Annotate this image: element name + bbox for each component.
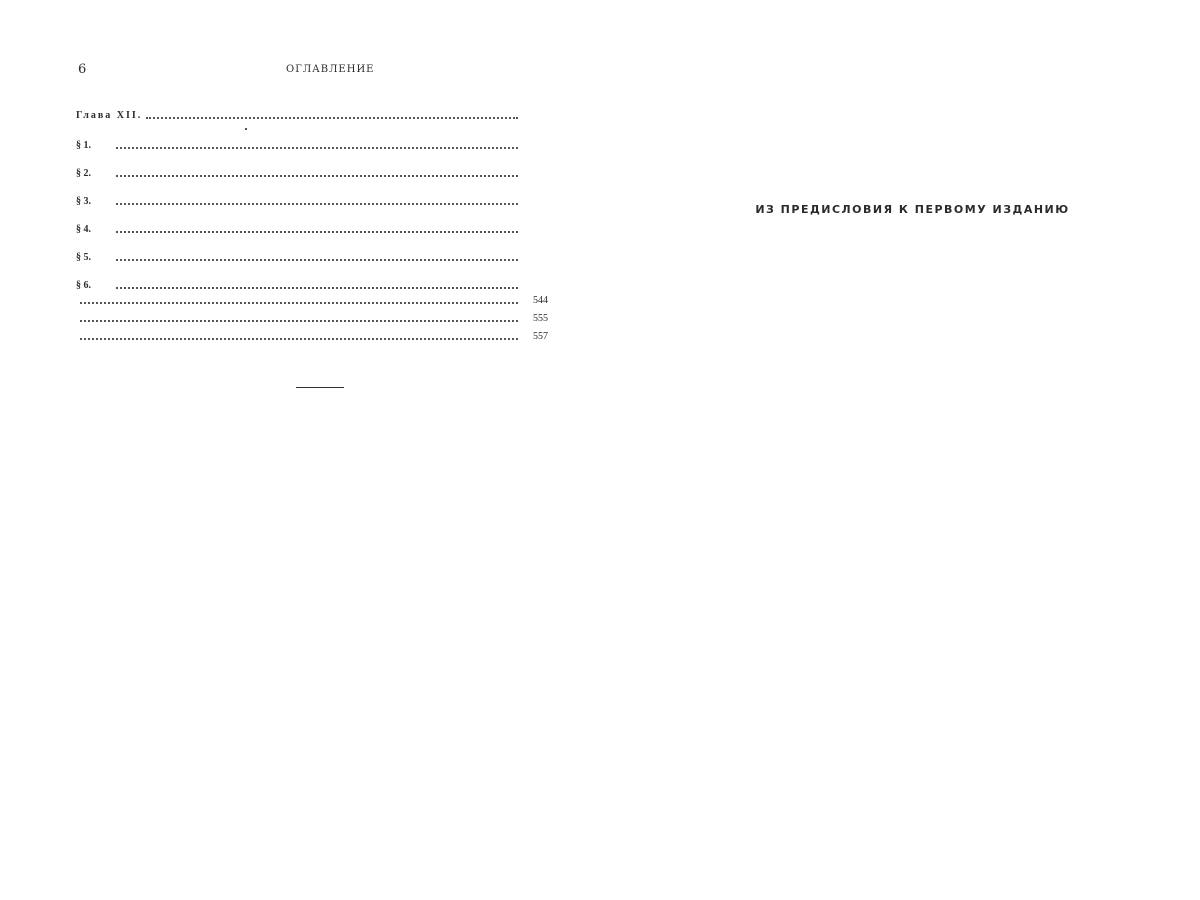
toc-entry-section: § 3. [76,196,91,207]
preface-paragraph [673,274,1153,290]
toc-entry-title [116,238,518,264]
toc-entry [76,330,548,343]
toc-dot-leader [76,338,518,340]
toc-entry-title [146,96,518,122]
toc-entry-title-text [116,127,120,138]
toc-entry-title-text [116,155,120,166]
preface-paragraph [673,255,1153,271]
page-number: 6 [78,62,87,77]
toc-dot-leader [116,287,518,289]
toc-entry-title-text [116,267,120,278]
toc-entry-page: 557 [518,330,548,343]
toc-entry-title [76,312,518,325]
toc-entry-title [76,330,518,343]
toc-entry-title-text [116,239,120,250]
preface-paragraph [673,236,1153,252]
toc-dot-leader [116,175,518,177]
toc-entry-title [116,266,518,292]
running-head [78,62,550,80]
toc-entry-section: § 1. [76,140,91,151]
toc-entry-title-text [146,97,150,108]
toc-dot-leader [116,259,518,261]
print-speck [245,128,247,130]
toc-entry [76,126,548,152]
toc-dot-leader [76,320,518,322]
toc-entry [76,312,548,325]
toc-entry-title [116,154,518,180]
toc-entry [76,210,548,236]
toc-entry [76,182,548,208]
preface-body [673,236,1153,312]
toc-entry-title [116,126,518,152]
toc-entry [76,154,548,180]
toc-entry-title-text [76,331,80,342]
toc-dot-leader [116,147,518,149]
preface-paragraph [673,293,1153,309]
toc-entry-title [116,182,518,208]
toc-dot-leader [146,117,518,119]
right-page [600,0,1200,900]
toc-entry-page: 544 [518,294,548,307]
toc-entry-title [116,210,518,236]
table-of-contents [76,96,548,348]
toc-entry-page: 555 [518,312,548,325]
toc-entry [76,238,548,264]
toc-entry-section: § 2. [76,168,91,179]
toc-dot-leader [76,302,518,304]
preface-heading: ИЗ ПРЕДИСЛОВИЯ К ПЕРВОМУ ИЗДАНИЮ [755,203,1070,216]
toc-entry-title [76,294,518,307]
toc-entry-title-text [76,313,80,324]
toc-entry-section: § 6. [76,280,91,291]
toc-entry-section: § 5. [76,252,91,263]
toc-entry-section: § 4. [76,224,91,235]
toc-dot-leader [116,203,518,205]
toc-entry [76,96,548,122]
toc-entry-title-text [76,295,80,306]
running-title: ОГЛАВЛЕНИЕ [286,64,375,75]
toc-entry-title-text [116,183,120,194]
toc-dot-leader [116,231,518,233]
toc-entry [76,294,548,307]
toc-entry-title-text [116,211,120,222]
toc-entry [76,266,548,292]
end-rule [296,387,344,388]
toc-entry-section: Глава XII. [76,110,143,121]
